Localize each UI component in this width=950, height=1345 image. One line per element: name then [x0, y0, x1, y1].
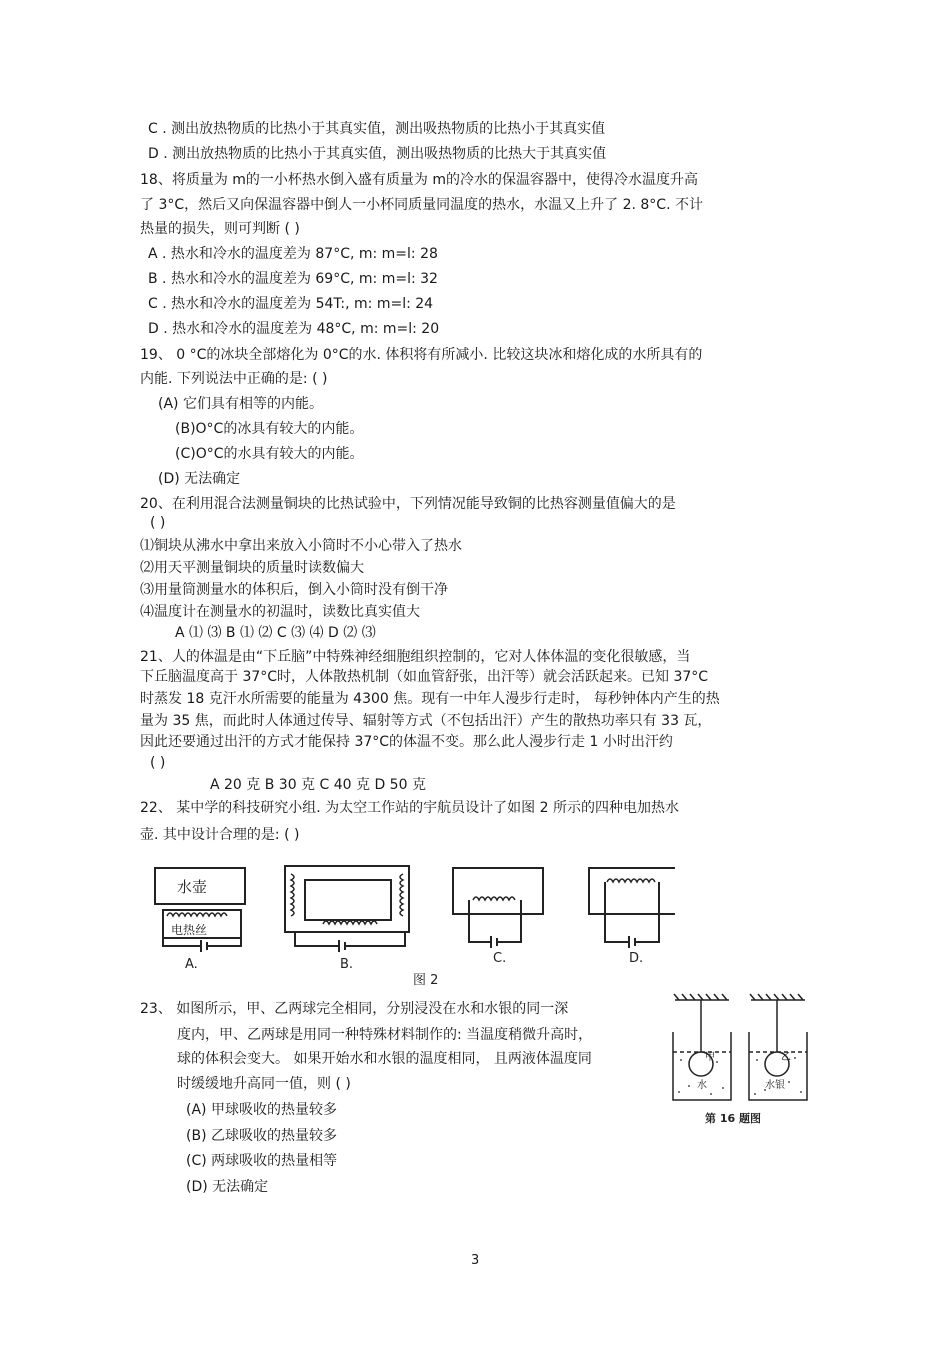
liquid-label-mercury: 水银: [765, 1080, 785, 1091]
text-line: D . 测出放热物质的比热小于其真实值，测出吸热物质的比热大于其真实值: [148, 146, 607, 162]
text-line: A 20 克 B 30 克 C 40 克 D 50 克: [210, 777, 426, 793]
text-line: C . 热水和冷水的温度差为 54T:, m: m=l: 24: [148, 296, 434, 312]
kettle-label: 水壶: [177, 878, 208, 896]
figure-16-beakers: [665, 992, 825, 1127]
text-line: ( ): [150, 515, 166, 531]
wire-label: 电热丝: [171, 923, 208, 937]
figure-2-kettles: [145, 860, 675, 990]
option-label-b: B.: [340, 957, 354, 972]
text-line: D . 热水和冷水的温度差为 48°C, m: m=l: 20: [148, 321, 440, 337]
text-line: 热量的损失，则可判断 ( ): [140, 221, 300, 237]
text-line: A ⑴ ⑶ B ⑴ ⑵ C ⑶ ⑷ D ⑵ ⑶: [175, 625, 376, 641]
text-line: (B)O°C的冰具有较大的内能。: [175, 421, 364, 437]
text-line: 18、将质量为 m的一小杯热水倒入盛有质量为 m的冷水的保温容器中，使得冷水温度升高: [140, 172, 698, 188]
text-line: ( ): [150, 755, 166, 771]
text-line: 球的体积会变大。 如果开始水和水银的温度相同， 且两液体温度同: [177, 1051, 592, 1067]
text-line: 度内，甲、乙两球是用同一种特殊材料制作的: 当温度稍微升高时，: [177, 1027, 593, 1043]
figure-caption: 第 16 题图: [705, 1112, 761, 1125]
text-line: (A) 它们具有相等的内能。: [158, 396, 323, 412]
option-label-a: A.: [185, 957, 198, 972]
text-line: 19、 0 °C的冰块全部熔化为 0°C的水. 体积将有所减小. 比较这块冰和熔化成的水所具有的: [140, 347, 703, 363]
text-line: B . 热水和冷水的温度差为 69°C, m: m=l: 32: [148, 271, 438, 287]
text-line: 壶. 其中设计合理的是: ( ): [140, 827, 300, 843]
text-line: (B) 乙球吸收的热量较多: [186, 1128, 337, 1144]
text-line: ⑶用量筒测量水的体积后，倒入小筒时没有倒干净: [140, 582, 448, 598]
text-line: (D) 无法确定: [158, 471, 241, 487]
text-line: 内能. 下列说法中正确的是: ( ): [140, 371, 328, 387]
text-line: C . 测出放热物质的比热小于其真实值，测出吸热物质的比热小于其真实值: [148, 121, 606, 137]
text-line: 23、 如图所示，甲、乙两球完全相同，分别浸没在水和水银的同一深: [140, 1001, 569, 1017]
text-line: 21、人的体温是由“下丘脑”中特殊神经细胞组织控制的，它对人体体温的变化很敏感，当: [140, 649, 691, 665]
text-line: (C)O°C的水具有较大的内能。: [175, 446, 364, 462]
text-line: 20、在利用混合法测量铜块的比热试验中，下列情况能导致铜的比热容测量值偏大的是: [140, 496, 676, 512]
text-line: 量为 35 焦，而此时人体通过传导、辐射等方式（不包括出汗）产生的散热功率只有 33 瓦，: [140, 713, 712, 729]
option-label-d: D.: [629, 951, 644, 966]
option-label-c: C.: [493, 951, 507, 966]
text-line: ⑴铜块从沸水中拿出来放入小筒时不小心带入了热水: [140, 538, 462, 554]
liquid-label-water: 水: [697, 1080, 707, 1091]
ball-label-jia: 甲: [705, 1052, 715, 1063]
text-line: (C) 两球吸收的热量相等: [186, 1153, 338, 1169]
text-line: ⑷温度计在测量水的初温时，读数比真实值大: [140, 604, 420, 620]
ball-label-yi: 乙: [781, 1052, 791, 1063]
figure-caption: 图 2: [413, 973, 439, 988]
text-line: 下丘脑温度高于 37°C时，人体散热机制（如血管舒张，出汗等）就会活跃起来。已知 37°C: [140, 669, 709, 685]
text-line: ⑵用天平测量铜块的质量时读数偏大: [140, 560, 364, 576]
page-number: 3: [471, 1253, 480, 1268]
text-line: 22、 某中学的科技研究小组. 为太空工作站的宇航员设计了如图 2 所示的四种电加热水: [140, 800, 679, 816]
text-line: A . 热水和冷水的温度差为 87°C, m: m=l: 28: [148, 246, 438, 262]
text-line: (D) 无法确定: [186, 1179, 269, 1195]
text-line: 因此还要通过出汗的方式才能保持 37°C的体温不变。那么此人漫步行走 1 小时出汗约: [140, 734, 673, 750]
text-line: (A) 甲球吸收的热量较多: [186, 1102, 337, 1118]
text-line: 时缓缓地升高同一值，则 ( ): [177, 1076, 351, 1092]
text-line: 了 3°C，然后又向保温容器中倒人一小杯同质量同温度的热水，水温又上升了 2. 8°C. 不计: [140, 197, 703, 213]
text-line: 时蒸发 18 克汗水所需要的能量为 4300 焦。现有一中年人漫步行走时， 每秒钟体内产生的热: [140, 691, 720, 707]
